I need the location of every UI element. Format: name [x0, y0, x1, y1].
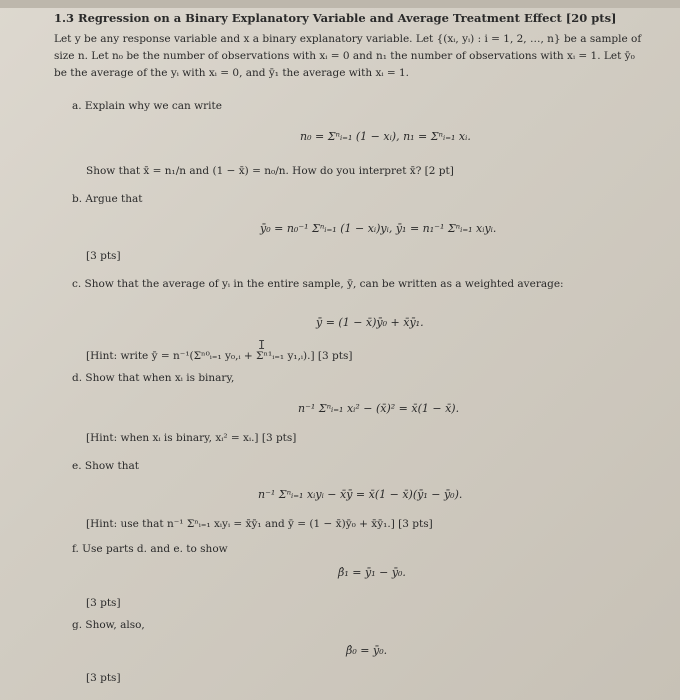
part-g-formula: β̂₀ = ȳ₀. — [346, 644, 388, 657]
part-g-points: [3 pts] — [86, 672, 121, 684]
text-cursor-icon: I — [258, 338, 266, 352]
part-f-points: [3 pts] — [86, 597, 121, 609]
part-c-hint: [Hint: write ȳ = n⁻¹(Σⁿ⁰ᵢ₌₁ y₀,ᵢ + Σⁿ¹ᵢ₌₁ y₁,ᵢ).] [3 pts] — [86, 350, 353, 362]
part-g-prompt: g. Show, also, — [72, 619, 145, 631]
page-top-edge — [0, 0, 680, 8]
part-a-formula: n₀ = Σⁿᵢ₌₁ (1 − xᵢ), n₁ = Σⁿᵢ₌₁ xᵢ. — [300, 130, 471, 143]
part-c-formula: ȳ = (1 − x̄)ȳ₀ + x̄ȳ₁. — [316, 316, 424, 329]
part-b-formula: ȳ₀ = n₀⁻¹ Σⁿᵢ₌₁ (1 − xᵢ)yᵢ, ȳ₁ = n₁⁻¹ Σⁿᵢ₌₁ xᵢyᵢ. — [260, 222, 497, 235]
intro-line-2: size n. Let n₀ be the number of observations with xᵢ = 0 and n₁ the number of observations with xᵢ = 1. Let ȳ₀ — [54, 50, 635, 62]
section-title: 1.3 Regression on a Binary Explanatory Variable and Average Treatment Effect [20 pts] — [54, 11, 617, 25]
part-e-prompt: e. Show that — [72, 460, 139, 472]
part-e-hint: [Hint: use that n⁻¹ Σⁿᵢ₌₁ xᵢyᵢ = x̄ȳ₁ and ȳ = (1 − x̄)ȳ₀ + x̄ȳ₁.] [3 pts] — [86, 518, 433, 530]
intro-line-1: Let y be any response variable and x a binary explanatory variable. Let {(xᵢ, yᵢ) : i = 1, 2, …, n} be a sample of — [54, 33, 642, 45]
intro-line-3: be the average of the yᵢ with xᵢ = 0, and ȳ₁ the average with xᵢ = 1. — [54, 67, 409, 79]
part-a-question: Show that x̄ = n₁/n and (1 − x̄) = n₀/n. How do you interpret x̄? [2 pt] — [86, 165, 454, 177]
part-c-prompt: c. Show that the average of yᵢ in the entire sample, ȳ, can be written as a weighted average: — [72, 278, 564, 290]
part-f-formula: β̂₁ = ȳ₁ − ȳ₀. — [338, 566, 406, 579]
part-d-prompt: d. Show that when xᵢ is binary, — [72, 372, 235, 384]
part-f-prompt: f. Use parts d. and e. to show — [72, 543, 228, 555]
part-b-points: [3 pts] — [86, 250, 121, 262]
part-a-prompt: a. Explain why we can write — [72, 100, 222, 112]
part-e-formula: n⁻¹ Σⁿᵢ₌₁ xᵢyᵢ − x̄ȳ = x̄(1 − x̄)(ȳ₁ − ȳ₀). — [258, 488, 463, 501]
part-d-formula: n⁻¹ Σⁿᵢ₌₁ xᵢ² − (x̄)² = x̄(1 − x̄). — [298, 402, 460, 415]
part-b-prompt: b. Argue that — [72, 193, 143, 205]
part-d-hint: [Hint: when xᵢ is binary, xᵢ² = xᵢ.] [3 pts] — [86, 432, 297, 444]
